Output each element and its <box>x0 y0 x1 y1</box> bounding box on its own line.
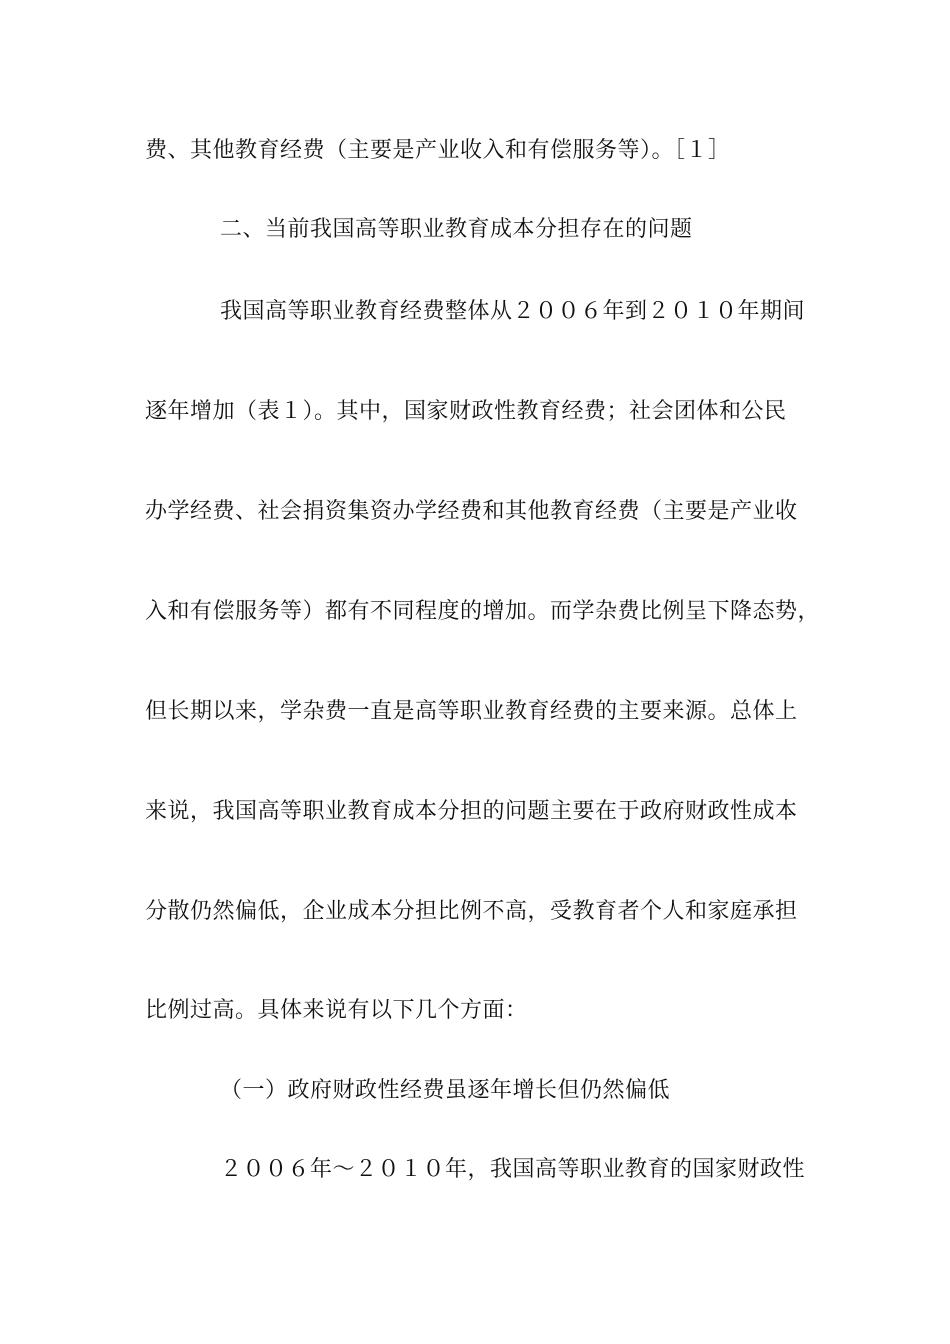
paragraph-line: 办学经费、社会捐资集资办学经费和其他教育经费（主要是产业收 <box>145 499 798 524</box>
paragraph-line: ２００６年～２０１０年，我国高等职业教育的国家财政性 <box>220 1157 806 1182</box>
subsection-heading: （一）政府财政性经费虽逐年增长但仍然偏低 <box>220 1078 671 1103</box>
paragraph-line: 我国高等职业教育经费整体从２００６年到２０１０年期间 <box>220 299 806 324</box>
section-heading: 二、当前我国高等职业教育成本分担存在的问题 <box>220 217 693 242</box>
paragraph-line: 费、其他教育经费（主要是产业收入和有偿服务等）。［１］ <box>145 138 731 163</box>
paragraph-line: 来说，我国高等职业教育成本分担的问题主要在于政府财政性成本 <box>145 799 798 824</box>
paragraph-line: 分散仍然偏低，企业成本分担比例不高，受教育者个人和家庭承担 <box>145 899 798 924</box>
paragraph-line: 比例过高。具体来说有以下几个方面： <box>145 998 528 1023</box>
paragraph-line: 但长期以来，学杂费一直是高等职业教育经费的主要来源。总体上 <box>145 699 798 724</box>
paragraph-line: 入和有偿服务等）都有不同程度的增加。而学杂费比例呈下降态势， <box>145 599 821 624</box>
paragraph-line: 逐年增加（表１）。其中，国家财政性教育经费；社会团体和公民 <box>145 399 787 424</box>
